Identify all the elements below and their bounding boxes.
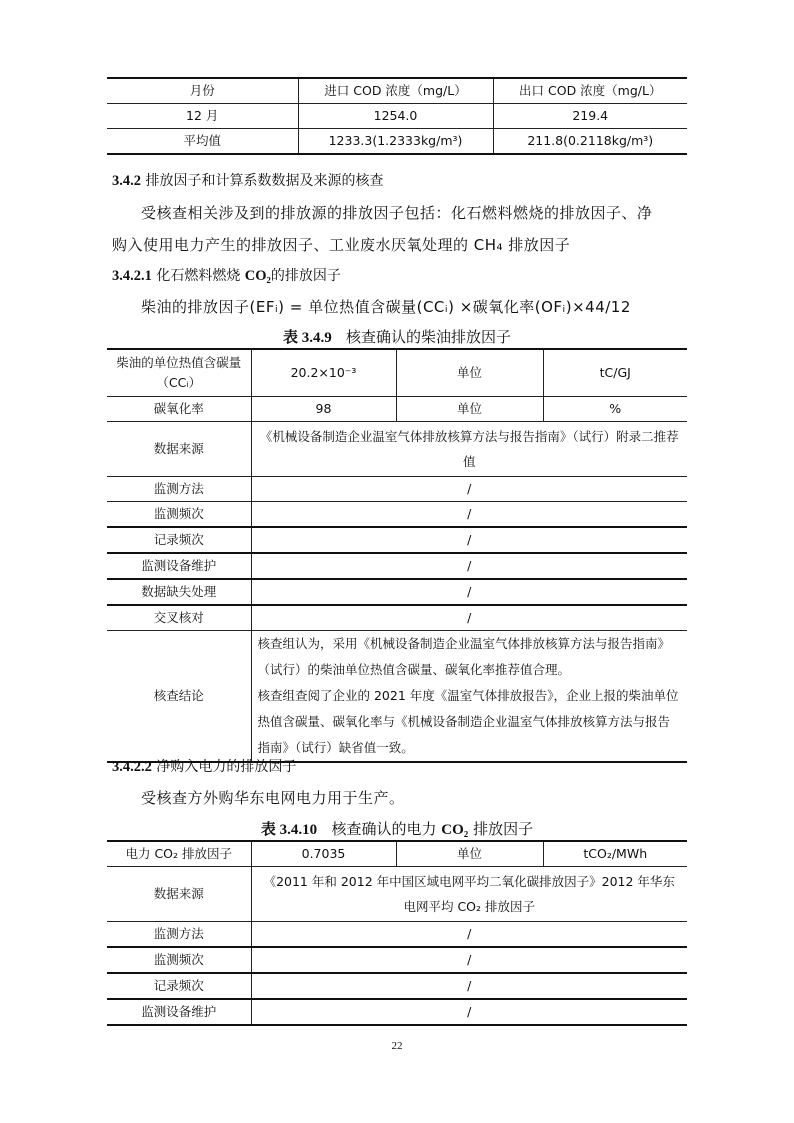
header-inlet-cod: 进口 COD 浓度（mg/L） — [298, 78, 493, 104]
cell-outlet: 211.8(0.2118kg/m³) — [493, 129, 687, 155]
row-label: 数据来源 — [107, 867, 251, 922]
conclusion-text — [251, 631, 687, 763]
cell-outlet: 219.4 — [493, 104, 687, 129]
conclusion-paragraph: 核查组查阅了企业的 2021 年度《温室气体排放报告》，企业上报的柴油单位热值含碳量、碳氧化率与《机械设备制造企业温室气体排放核算方法与报告指南》（试行）缺省值一致。 — [257, 688, 679, 755]
header-month: 月份 — [107, 78, 298, 104]
table-row — [107, 129, 687, 155]
paragraph-line: 受核查相关涉及到的排放源的排放因子包括：化石燃料燃烧的排放因子、净 — [141, 204, 653, 222]
formula: 柴油的排放因子(EFᵢ) = 单位热值含碳量(CCᵢ) ×碳氧化率(OFᵢ)×44/12 — [141, 298, 631, 316]
table-row — [107, 553, 687, 579]
section-title-co2: CO₂ — [244, 268, 271, 284]
unit-label: 单位 — [396, 397, 543, 422]
table-row-ef — [107, 841, 687, 867]
section-number: 3.4.2.1 — [112, 268, 152, 284]
cod-concentration-table — [107, 77, 687, 155]
section-title: 排放因子和计算系数数据及来源的核查 — [145, 173, 384, 189]
row-value: / — [251, 502, 687, 528]
row-value: / — [251, 999, 687, 1025]
row-label: 核查结论 — [107, 631, 251, 763]
row-value: / — [251, 973, 687, 999]
section-title: 的排放因子 — [270, 268, 341, 284]
row-label: 数据来源 — [107, 422, 251, 477]
conclusion-paragraph: 核查组认为，采用《机械设备制造企业温室气体排放核算方法与报告指南》（试行）的柴油单位热值含碳量、碳氧化率推荐值合理。 — [257, 636, 671, 677]
section-number: 3.4.2.2 — [112, 759, 152, 775]
row-value: 《2011 年和 2012 年中国区域电网平均二氧化碳排放因子》2012 年华东电网平均 CO₂ 排放因子 — [251, 867, 687, 922]
header-outlet-cod: 出口 COD 浓度（mg/L） — [493, 78, 687, 104]
row-label: 电力 CO₂ 排放因子 — [107, 841, 251, 867]
section-title: 净购入电力的排放因子 — [156, 759, 297, 775]
unit-label: 单位 — [396, 841, 543, 867]
row-value: / — [251, 605, 687, 631]
unit-value: tCO₂/MWh — [543, 841, 687, 867]
row-label: 记录频次 — [107, 527, 251, 553]
row-label: 监测设备维护 — [107, 999, 251, 1025]
cell-month: 平均值 — [107, 129, 298, 155]
row-value: / — [251, 477, 687, 502]
electricity-emission-factor-table — [107, 840, 687, 1026]
row-label: 监测设备维护 — [107, 553, 251, 579]
unit-value: tC/GJ — [543, 349, 687, 397]
page-number: 22 — [391, 1040, 403, 1052]
table-header-row — [107, 78, 687, 104]
table-row — [107, 104, 687, 129]
paragraph-line: 受核查方外购华东电网电力用于生产。 — [141, 789, 405, 807]
caption-text: 排放因子 — [473, 820, 534, 838]
row-label: 监测频次 — [107, 502, 251, 528]
paragraph-line: 购入使用电力产生的排放因子、工业废水厌氧处理的 CH₄ 排放因子 — [112, 236, 571, 254]
row-value: 《机械设备制造企业温室气体排放核算方法与报告指南》（试行）附录二推荐值 — [251, 422, 687, 477]
row-label: 监测方法 — [107, 922, 251, 948]
table-row-conclusion — [107, 631, 687, 763]
row-value: 98 — [251, 397, 396, 422]
row-value: / — [251, 579, 687, 605]
table-row — [107, 527, 687, 553]
section-number: 3.4.2 — [112, 173, 141, 189]
row-value: / — [251, 553, 687, 579]
row-label: 监测方法 — [107, 477, 251, 502]
table-row — [107, 579, 687, 605]
row-value: / — [251, 922, 687, 948]
row-label: 数据缺失处理 — [107, 579, 251, 605]
table-caption — [0, 326, 794, 347]
caption-co2: CO₂ — [441, 822, 469, 838]
unit-value: % — [543, 397, 687, 422]
row-value: / — [251, 527, 687, 553]
table-row-source — [107, 867, 687, 922]
row-value: 0.7035 — [251, 841, 396, 867]
table-row — [107, 973, 687, 999]
row-label: 柴油的单位热值含碳量（CCᵢ） — [107, 349, 251, 397]
caption-number: 表 3.4.9 — [282, 330, 332, 346]
cell-inlet: 1233.3(1.2333kg/m³) — [298, 129, 493, 155]
table-row-of — [107, 397, 687, 422]
table-row — [107, 999, 687, 1025]
section-heading-3-4-2 — [112, 170, 383, 190]
table-row — [107, 502, 687, 528]
row-value: 20.2×10⁻³ — [251, 349, 396, 397]
table-row — [107, 477, 687, 502]
table-row — [107, 947, 687, 973]
table-row — [107, 605, 687, 631]
unit-label: 单位 — [396, 349, 543, 397]
row-label: 监测频次 — [107, 947, 251, 973]
section-title: 化石燃料燃烧 — [156, 268, 241, 284]
section-heading-3-4-2-1 — [112, 265, 341, 285]
caption-text: 核查确认的电力 — [331, 820, 437, 838]
table-row-cc — [107, 349, 687, 397]
table-row-source — [107, 422, 687, 477]
row-label: 碳氧化率 — [107, 397, 251, 422]
caption-number: 表 3.4.10 — [260, 822, 318, 838]
cell-month: 12 月 — [107, 104, 298, 129]
section-heading-3-4-2-2 — [112, 756, 296, 776]
cell-inlet: 1254.0 — [298, 104, 493, 129]
row-label: 交叉核对 — [107, 605, 251, 631]
diesel-emission-factor-table — [107, 348, 687, 763]
table-row — [107, 922, 687, 948]
caption-text: 核查确认的柴油排放因子 — [346, 328, 512, 346]
row-label: 记录频次 — [107, 973, 251, 999]
row-value: / — [251, 947, 687, 973]
table-caption — [0, 818, 794, 839]
